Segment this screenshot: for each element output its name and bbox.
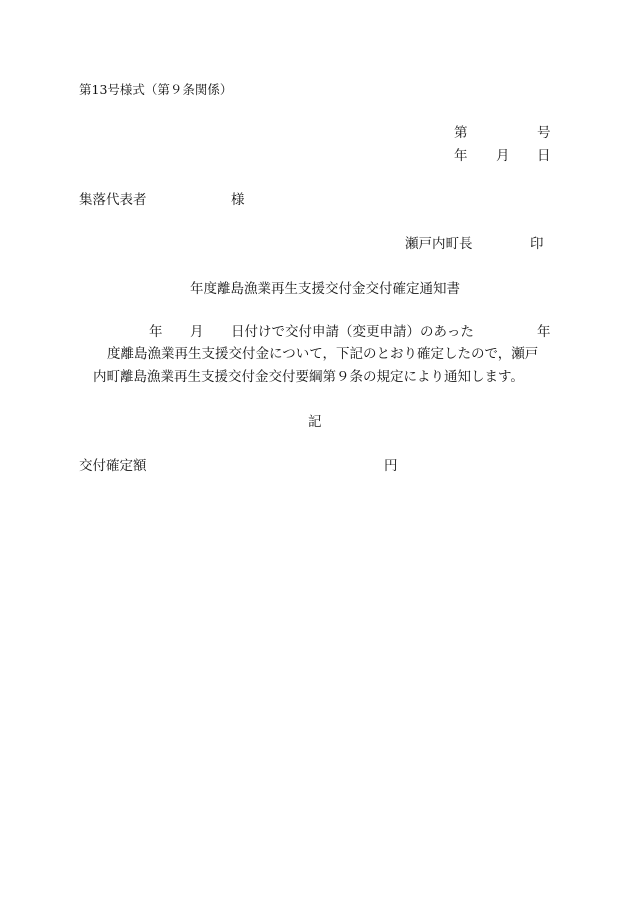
body-line-1: 日付けで交付申請（変更申請）のあった — [231, 324, 474, 340]
body-year-label-2: 年 — [537, 324, 551, 340]
document-title: 年度離島漁業再生支援交付金交付確定通知書 — [190, 281, 460, 297]
body-year-label: 年 — [149, 324, 163, 340]
recipient-honorific: 様 — [231, 192, 245, 208]
recipient-label: 集落代表者 — [79, 192, 147, 208]
form-number: 第13号様式（第９条関係） — [79, 82, 233, 97]
amount-label: 交付確定額 — [79, 458, 147, 474]
date-day-label: 日 — [537, 148, 551, 164]
ki-heading: 記 — [308, 414, 322, 430]
body-line-2: 度離島漁業再生支援交付金について，下記のとおり確定したので，瀬戸 — [107, 346, 539, 362]
date-year-label: 年 — [454, 148, 468, 164]
sender-title: 瀬戸内町長 — [405, 236, 473, 252]
seal-mark: 印 — [530, 236, 544, 252]
date-month-label: 月 — [496, 148, 510, 164]
body-month-label: 月 — [190, 324, 204, 340]
document-number-suffix: 号 — [537, 125, 551, 141]
amount-unit: 円 — [384, 458, 398, 474]
document-number-prefix: 第 — [454, 125, 468, 141]
body-line-3: 内町離島漁業再生支援交付金交付要綱第９条の規定により通知します。 — [93, 369, 524, 385]
